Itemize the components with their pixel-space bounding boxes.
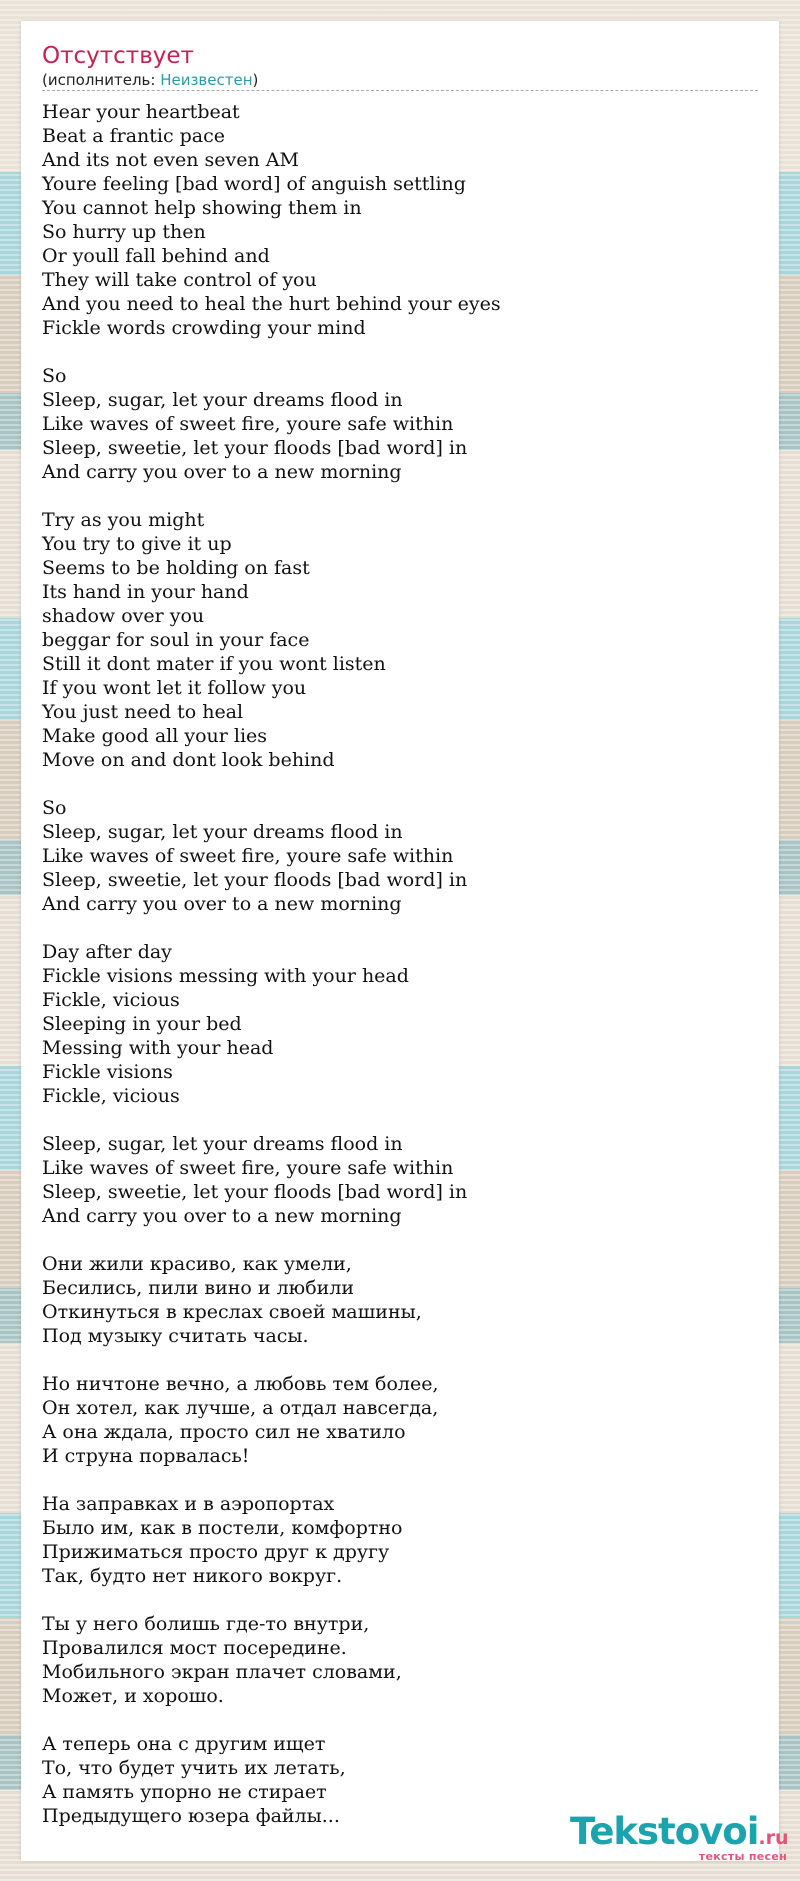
lyrics-line: Like waves of sweet fire, youre safe within [42,413,454,435]
lyrics-line: Move on and dont look behind [42,749,335,771]
lyrics-line: А она ждала, просто сил не хватило [42,1421,406,1443]
lyrics-line: Sleep, sugar, let your dreams flood in [42,1133,403,1155]
lyrics-line: Так, будто нет никого вокруг. [42,1565,343,1587]
lyrics-line: Они жили красиво, как умели, [42,1253,352,1275]
lyrics-line: Прижиматься просто друг к другу [42,1541,390,1563]
lyrics-line: Fickle, vicious [42,1085,180,1107]
lyrics-line: А теперь она с другим ищет [42,1733,326,1755]
lyrics-stanza [42,1252,758,1348]
lyrics-line: Он хотел, как лучше, а отдал навсегда, [42,1397,439,1419]
lyrics-line: Предыдущего юзера файлы... [42,1805,340,1827]
lyrics-line: Like waves of sweet fire, youre safe within [42,1157,454,1179]
lyrics-line: And its not even seven AM [42,149,299,171]
song-header [42,41,758,91]
lyrics-line: Fickle words crowding your mind [42,317,366,339]
lyrics-line: Its hand in your hand [42,581,249,603]
lyrics-line: Sleep, sugar, let your dreams flood in [42,821,403,843]
lyrics-line: And carry you over to a new morning [42,893,402,915]
logo-wordmark: Tekstovoi [570,1810,759,1853]
lyrics-line: Fickle visions [42,1061,173,1083]
lyrics-line: Day after day [42,941,172,963]
site-logo[interactable] [570,1812,795,1862]
lyrics-line: So [42,797,67,819]
lyrics-stanza [42,508,758,772]
lyrics-line: То, что будет учить их летать, [42,1757,346,1779]
lyrics-card [21,21,789,1863]
lyrics-line: Sleep, sugar, let your dreams flood in [42,389,403,411]
lyrics-line: На заправках и в аэропортах [42,1493,335,1515]
lyrics-line: You try to give it up [42,533,232,555]
lyrics-line: Было им, как в постели, комфортно [42,1517,403,1539]
artist-prefix: (исполнитель: [42,71,161,89]
lyrics-line: Still it dont mater if you wont listen [42,653,386,675]
lyrics-line: shadow over you [42,605,205,627]
lyrics-line: Ты у него болишь где-то внутри, [42,1613,370,1635]
lyrics-stanza [42,1492,758,1588]
lyrics-line: Откинуться в креслах своей машины, [42,1301,422,1323]
lyrics-line: So [42,365,67,387]
lyrics-line: Beat a frantic pace [42,125,226,147]
lyrics-line: Но ничтоне вечно, а любовь тем более, [42,1373,439,1395]
lyrics-line: Fickle, vicious [42,989,180,1011]
lyrics-line: They will take control of you [42,269,317,291]
lyrics-line: So hurry up then [42,221,206,243]
logo-tagline: тексты песен [698,1850,787,1863]
lyrics-line: Messing with your head [42,1037,274,1059]
lyrics-line: And carry you over to a new morning [42,461,402,483]
song-title: Отсутствует [42,43,194,69]
lyrics-line: Sleep, sweetie, let your floods [bad word] in [42,1181,468,1203]
lyrics-line: Try as you might [42,509,205,531]
lyrics-line: If you wont let it follow you [42,677,307,699]
lyrics-line: И струна порвалась! [42,1445,250,1467]
lyrics-stanza [42,796,758,916]
lyrics-line: Hear your heartbeat [42,101,240,123]
lyrics-line: beggar for soul in your face [42,629,310,651]
lyrics-line: Может, и хорошо. [42,1685,224,1707]
lyrics-stanza [42,100,758,340]
lyrics-stanza [42,940,758,1108]
lyrics-line: Seems to be holding on fast [42,557,310,579]
lyrics-line: Под музыку считать часы. [42,1325,309,1347]
lyrics-line: Or youll fall behind and [42,245,270,267]
lyrics-line: You just need to heal [42,701,244,723]
lyrics-line: Sleep, sweetie, let your floods [bad word] in [42,869,468,891]
artist-suffix: ) [252,71,259,89]
lyrics-line: А память упорно не стирает [42,1781,327,1803]
lyrics-line: Like waves of sweet fire, youre safe within [42,845,454,867]
lyrics-stanza [42,1372,758,1468]
logo-tld: .ru [758,1827,789,1849]
lyrics-line: Мобильного экран плачет словами, [42,1661,402,1683]
lyrics-line: Fickle visions messing with your head [42,965,409,987]
lyrics-line: Провалился мост посередине. [42,1637,347,1659]
lyrics-line: And carry you over to a new morning [42,1205,402,1227]
lyrics-line: Sleeping in your bed [42,1013,242,1035]
lyrics-line: Sleep, sweetie, let your floods [bad word] in [42,437,468,459]
lyrics-line: And you need to heal the hurt behind your eyes [42,293,501,315]
lyrics-stanza [42,1132,758,1228]
lyrics-line: Бесились, пили вино и любили [42,1277,355,1299]
artist-link[interactable]: Неизвестен [160,71,253,89]
lyrics-line: You cannot help showing them in [42,197,362,219]
lyrics-line: Make good all your lies [42,725,268,747]
lyrics-stanza [42,364,758,484]
lyrics-line: Youre feeling [bad word] of anguish settling [42,173,466,195]
artist-line [42,71,758,91]
lyrics-stanza [42,1612,758,1708]
lyrics-text [42,100,758,1828]
